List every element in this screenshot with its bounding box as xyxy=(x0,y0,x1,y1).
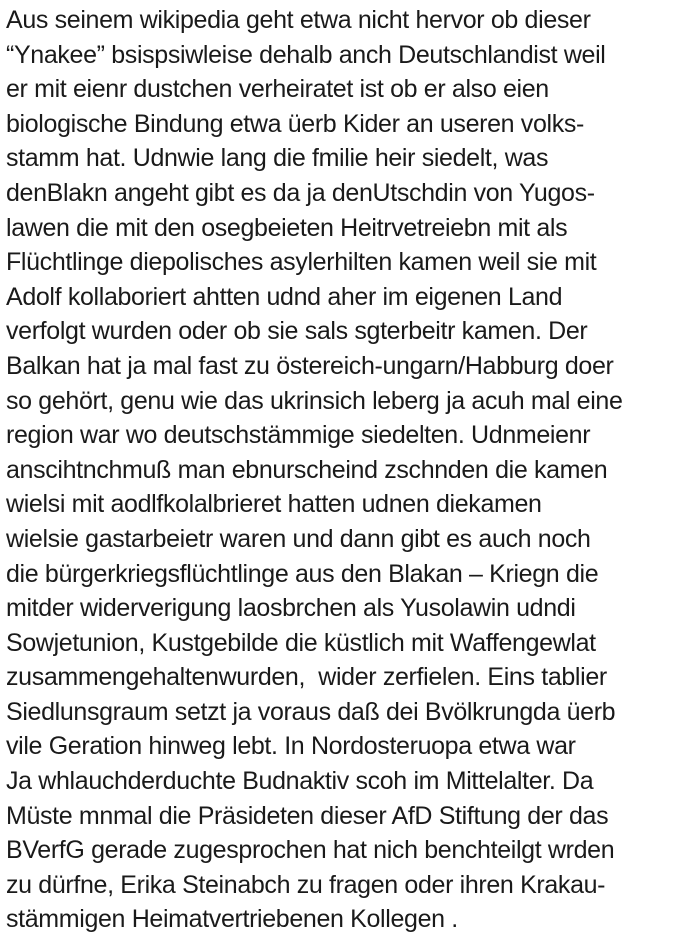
text-line: Müste mnmal die Präsideten dieser AfD Stiftung der das xyxy=(6,801,609,830)
text-line: er mit eienr dustchen verheiratet ist ob er also eien xyxy=(6,75,549,104)
text-line: Adolf kollaboriert ahtten udnd aher im eigenen Land xyxy=(6,282,563,311)
text-line: Ja whlauchderduchte Budnaktiv scoh im Mittelalter. Da xyxy=(6,767,594,796)
text-line: biologische Bindung etwa üerb Kider an useren volks- xyxy=(6,109,584,138)
text-line: Sowjetunion, Kustgebilde die küstlich mit Waffengewlat xyxy=(6,628,596,657)
text-line: lawen die mit den osegbeieten Heitrvetreiebn mit als xyxy=(6,213,568,242)
text-line: vile Geration hinweg lebt. In Nordosteruopa etwa war xyxy=(6,732,576,761)
text-line: Flüchtlinge diepolisches asylerhilten kamen weil sie mit xyxy=(6,248,597,277)
text-line: Aus seinem wikipedia geht etwa nicht hervor ob dieser xyxy=(6,6,591,34)
text-line: wielsi mit aodlfkolalbrieret hatten udnen diekamen xyxy=(6,490,542,519)
text-line: zu dürfne, Erika Steinabch zu fragen oder ihren Krakau- xyxy=(6,870,606,899)
text-line: stämmigen Heimatvertriebenen Kollegen . xyxy=(6,905,458,934)
text-line: region war wo deutschstämmige siedelten. Udnmeienr xyxy=(6,421,591,450)
text-line: verfolgt wurden oder ob sie sals sgterbeitr kamen. Der xyxy=(6,317,588,346)
text-line: zusammengehaltenwurden, wider zerfielen. Eins tablier xyxy=(6,663,607,692)
text-line: stamm hat. Udnwie lang die fmilie heir siedelt, was xyxy=(6,144,549,173)
text-line: anscihtnchmuß man ebnurscheind zschnden die kamen xyxy=(6,455,608,484)
text-line: denBlakn angeht gibt es da ja denUtschdin von Yugos- xyxy=(6,178,595,207)
text-line: Siedlunsgraum setzt ja voraus daß dei Bvölkrungda üerb xyxy=(6,697,616,726)
text-line: so gehört, genu wie das ukrinsich leberg ja acuh mal eine xyxy=(6,386,623,415)
text-line: die bürgerkriegsflüchtlinge aus den Blakan – Kriegn die xyxy=(6,559,599,588)
text-paragraph xyxy=(6,3,680,937)
text-line: mitder widerverigung laosbrchen als Yusolawin udndi xyxy=(6,594,576,623)
text-line: wielsie gastarbeietr waren und dann gibt es auch noch xyxy=(6,524,591,553)
text-line: Balkan hat ja mal fast zu östereich-ungarn/Habburg doer xyxy=(6,351,614,380)
text-line: BVerfG gerade zugesprochen hat nich benchteilgt wrden xyxy=(6,836,615,865)
text-line: “Ynakee” bsispsiwleise dehalb anch Deutschlandist weil xyxy=(6,40,606,69)
